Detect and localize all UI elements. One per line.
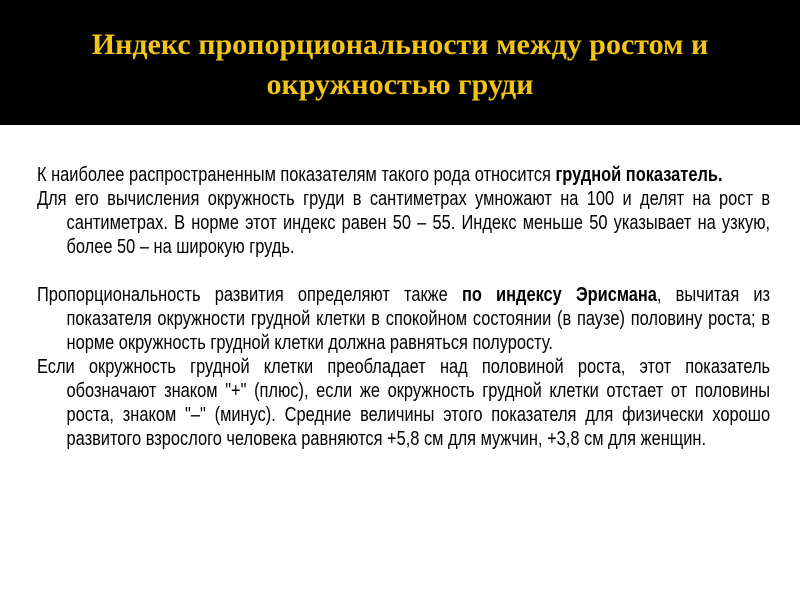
- text: , вычитая из показателя окружности грудной клетки в спокойном состоянии (в паузе) половину роста; в норме окружность грудной клетки должна равняться полуросту.: [66, 284, 771, 354]
- bold-term: грудной показатель.: [555, 164, 723, 186]
- text: Для его вычисления окружность груди в сантиметрах умножают на 100 и делят на рост в сантиметрах. В норме этот индекс равен 50 – 55. Индекс меньше 50 указывает на узкую, более 50 – на широкую грудь.: [37, 188, 771, 258]
- text: Пропорциональность развития определяют также: [37, 284, 462, 306]
- paragraph-erisman-index: [37, 283, 770, 355]
- title-banner: [0, 0, 800, 125]
- text: Если окружность грудной клетки преобладает над половиной роста, этот показатель обозначают знаком "+" (плюс), если же окружность грудной клетки отстает от половины роста, знаком "–" (минус). Средние величины этого показателя для физически хорошо развитого взрослого человека равняются +5,8 см для мужчин, +3,8 см для женщин.: [37, 356, 771, 450]
- paragraph-chest-index-intro: [37, 163, 770, 187]
- paragraph-erisman-values: [37, 355, 770, 451]
- slide-body: [37, 163, 770, 451]
- text: К наиболее распространенным показателям такого рода относится: [37, 164, 556, 186]
- paragraph-chest-index-calc: [37, 187, 770, 259]
- slide-title: Индекс пропорциональности между ростом и окружностью груди: [91, 27, 709, 101]
- bold-term: по индексу Эрисмана: [461, 284, 657, 306]
